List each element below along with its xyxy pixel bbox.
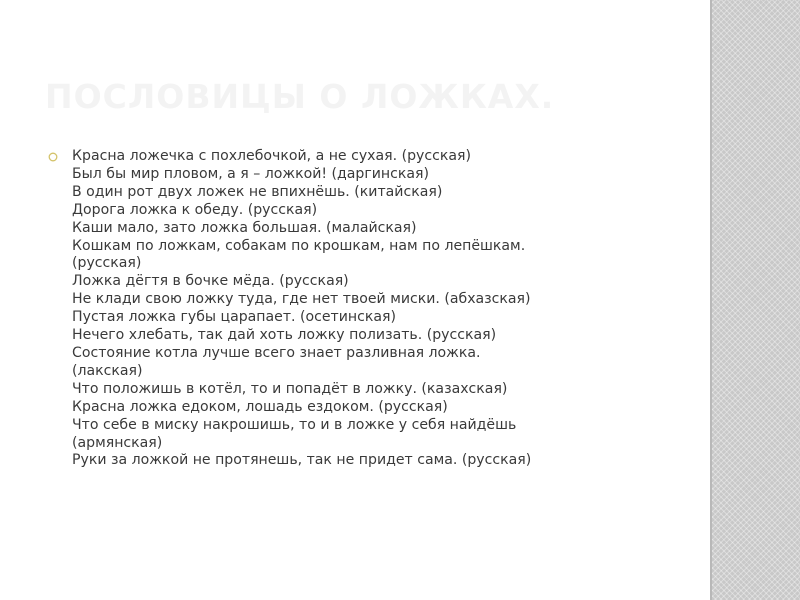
proverb-list [45,148,685,470]
proverb-line: В один рот двух ложек не впихнёшь. (китайская) [72,183,443,200]
proverb-line: Не клади свою ложку туда, где нет твоей миски. (абхазская) [72,291,531,308]
proverb-line: Нечего хлебать, так дай хоть ложку полизать. (русская) [72,327,497,344]
proverb-line: Дорога ложка к обеду. (русская) [72,201,318,218]
proverb-line: Ложка дёгтя в бочке мёда. (русская) [72,273,349,290]
proverb-line: (армянская) [72,434,163,451]
proverb-line: Был бы мир пловом, а я – ложкой! (даргинская) [72,165,430,182]
list-item [45,148,685,470]
proverb-line: (русская) [72,255,142,272]
proverb-line: Состояние котла лучше всего знает разливная ложка. [72,344,481,361]
proverb-line: Пустая ложка губы царапает. (осетинская) [72,309,396,326]
proverb-line: Красна ложечка с похлебочкой, а не сухая. (русская) [72,148,472,164]
proverb-line: Кошкам по ложкам, собакам по крошкам, нам по лепёшкам. [72,237,526,254]
circle-bullet-icon [48,152,58,162]
proverb-line: (лакская) [72,362,143,379]
slide-title: ПОСЛОВИЦЫ О ЛОЖКАХ. [45,77,555,116]
proverb-line: Руки за ложкой не протянешь, так не придет сама. (русская) [72,452,532,469]
proverb-line: Что положишь в котёл, то и попадёт в ложку. (казахская) [72,380,508,397]
proverb-line: Каши мало, зато ложка большая. (малайская) [72,219,417,236]
proverb-line: Красна ложка едоком, лошадь ездоком. (русская) [72,398,448,415]
decorative-side-band [710,0,800,600]
proverb-line: Что себе в миску накрошишь, то и в ложке у себя найдёшь [72,416,517,433]
